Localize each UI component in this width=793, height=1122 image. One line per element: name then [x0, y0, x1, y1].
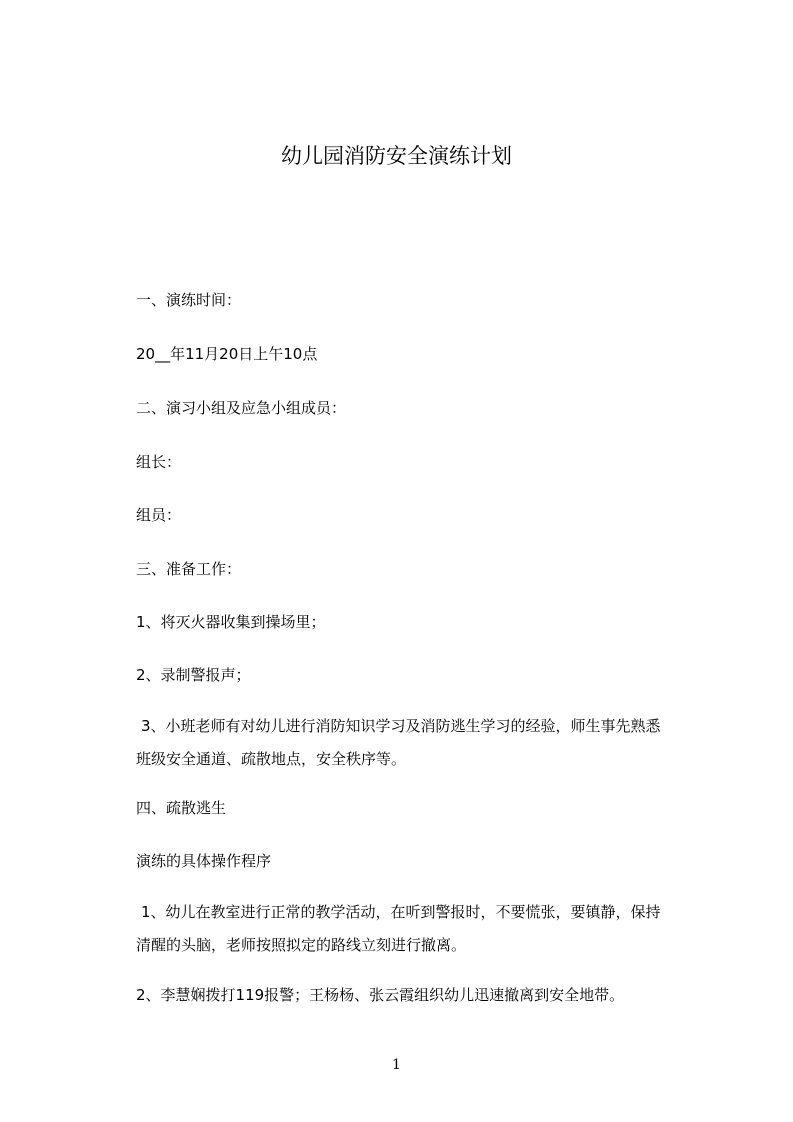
page-number: 1 — [392, 1057, 401, 1073]
team-leader-label: 组长： — [136, 453, 182, 471]
drill-time-value: 20__年11月20日上午10点 — [136, 345, 318, 363]
team-members-label: 组员： — [136, 506, 182, 524]
procedure-step-1-text: 1、幼儿在教室进行正常的教学活动，在听到警报时，不要慌张，要镇静，保持清醒的头脑，老师按照拟定的路线立刻进行撤离。 — [136, 903, 661, 954]
section-heading-team-members: 二、演习小组及应急小组成员： — [136, 399, 347, 417]
preparation-item-3-text: 3、小班老师有对幼儿进行消防知识学习及消防逃生学习的经验，师生事先熟悉班级安全通道、疏散地点，安全秩序等。 — [136, 717, 661, 768]
section-heading-preparation: 三、准备工作： — [136, 560, 242, 578]
preparation-item-1: 1、将灭火器收集到操场里； — [136, 613, 326, 631]
procedure-heading: 演练的具体操作程序 — [136, 852, 272, 870]
preparation-item-3 — [136, 710, 666, 776]
preparation-item-2: 2、录制警报声； — [136, 666, 251, 684]
section-heading-drill-time: 一、演练时间： — [136, 291, 242, 309]
document-title: 幼儿园消防安全演练计划 — [281, 144, 512, 168]
procedure-step-2: 2、李慧娴拨打119报警；王杨杨、张云霞组织幼儿迅速撤离到安全地带。 — [136, 986, 625, 1004]
section-heading-evacuation: 四、疏散逃生 — [136, 799, 227, 817]
procedure-step-1 — [136, 896, 666, 962]
